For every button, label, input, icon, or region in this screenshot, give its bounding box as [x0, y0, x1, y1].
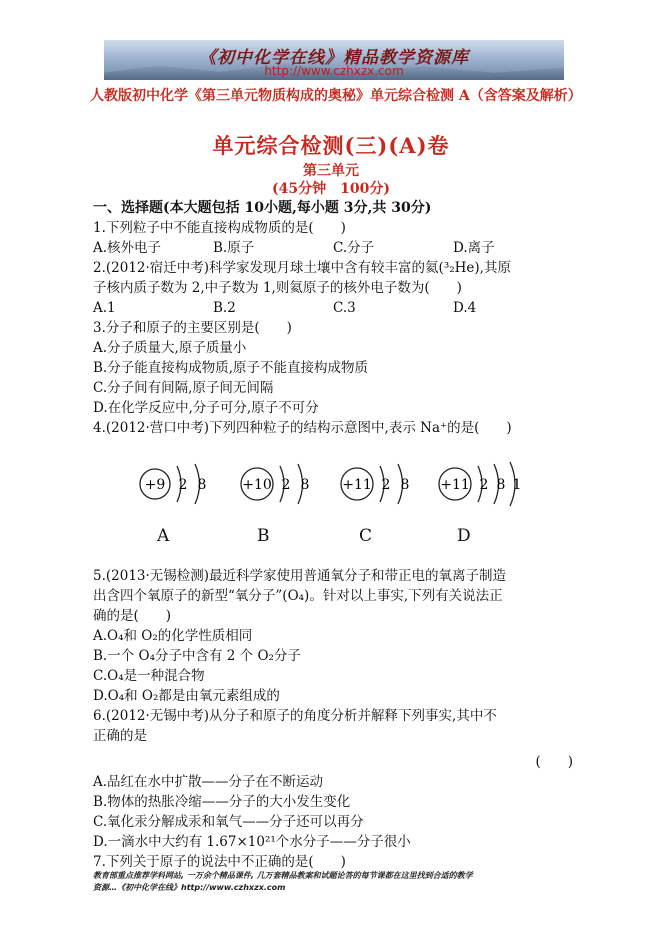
q6-option-d: D.一滴水中大约有 1.67×10²¹个水分子——分子很小: [93, 834, 411, 850]
q7-stem: 7.下列关于原子的说法中不正确的是( ): [93, 854, 346, 870]
q6-option-c: C.氧化汞分解成汞和氧气——分子还可以再分: [93, 814, 364, 830]
q5-option-c: C.O₄是一种混合物: [93, 668, 205, 684]
q3-option-b: B.分子能直接构成物质,原子不能直接构成物质: [93, 360, 369, 376]
nucleus-charge: +11: [440, 477, 470, 493]
page-footer: [93, 870, 583, 894]
shell-electrons: 8: [300, 477, 310, 493]
q1-options: [93, 238, 583, 258]
atom-diagram-a: [133, 444, 233, 564]
atom-diagram-d: [433, 444, 543, 564]
exam-title: 单元综合检测(三)(A)卷: [212, 133, 450, 158]
exam-content: [93, 198, 583, 872]
q1-stem: 1.下列粒子中不能直接构成物质的是( ): [93, 220, 346, 236]
q3-stem: 3.分子和原子的主要区别是( ): [93, 320, 292, 336]
atom-diagram-b: [233, 444, 333, 564]
shell-electrons: 8: [197, 477, 207, 493]
shell-electrons: 1: [512, 477, 522, 493]
shell-electrons: 2: [381, 477, 391, 493]
diagram-label: D: [457, 526, 471, 546]
q6-answer-paren: ( ): [535, 754, 573, 770]
diagram-label: B: [257, 526, 270, 546]
q1-option-c: C.分子: [333, 240, 375, 256]
shell-electrons: 2: [178, 477, 188, 493]
q6-option-a: A.品红在水中扩散——分子在不断运动: [93, 774, 324, 790]
q2-stem-line1: 2.(2012·宿迁中考)科学家发现月球土壤中含有较丰富的氦(³₂He),其原: [93, 260, 511, 276]
nucleus-charge: +10: [242, 477, 272, 493]
q1-option-d: D.离子: [453, 240, 495, 256]
footer-line1: 教育部重点推荐学科网站, 一万余个精品课件, 几万套精品教案和试题论答的每节课都在这里找到合适的教学: [93, 871, 473, 880]
q5-stem-line3: 确的是( ): [93, 608, 172, 624]
time-score: (45分钟 100分): [272, 181, 390, 197]
q2-stem-line2: 子核内质子数为 2,中子数为 1,则氦原子的核外电子数为( ): [93, 280, 462, 296]
q6-option-b: B.物体的热胀冷缩——分子的大小发生变化: [93, 794, 351, 810]
q2-option-a: A.1: [93, 300, 116, 316]
document-title: 人教版初中化学《第三单元物质构成的奥秘》单元综合检测 A（含答案及解析）: [90, 88, 582, 104]
q3-option-d: D.在化学反应中,分子可分,原子不可分: [93, 400, 319, 416]
shell-electrons: 2: [479, 477, 489, 493]
header-banner: [104, 40, 564, 80]
q2-option-b: B.2: [213, 300, 236, 316]
q2-option-d: D.4: [453, 300, 477, 316]
shell-electrons: 8: [496, 477, 506, 493]
q1-option-a: A.核外电子: [93, 240, 162, 256]
nucleus-charge: +9: [144, 477, 166, 493]
q6-stem-line2: 正确的是: [93, 728, 147, 744]
q6-stem-line1: 6.(2012·无锡中考)从分子和原子的角度分析并解释下列事实,其中不: [93, 708, 497, 724]
atom-diagram-c: [335, 444, 435, 564]
q5-stem-line1: 5.(2013·无锡检测)最近科学家使用普通氧分子和带正电的氧离子制造: [93, 568, 507, 584]
q3-option-a: A.分子质量大,原子质量小: [93, 340, 247, 356]
banner-title: 《初中化学在线》精品教学资源库: [199, 48, 469, 68]
q5-option-b: B.一个 O₄分子中含有 2 个 O₂分子: [93, 648, 301, 664]
q1-option-b: B.原子: [213, 240, 255, 256]
q2-option-c: C.3: [333, 300, 356, 316]
nucleus-charge: +11: [342, 477, 372, 493]
section-heading: 一、选择题(本大题包括 10小题,每小题 3分,共 30分): [93, 200, 432, 216]
q4-structure-diagrams: [93, 438, 583, 566]
banner-url[interactable]: http://www.czhxzx.com: [264, 64, 404, 78]
q5-option-d: D.O₄和 O₂都是由氧元素组成的: [93, 688, 280, 704]
shell-electrons: 2: [281, 477, 291, 493]
q4-stem: 4.(2012·营口中考)下列四种粒子的结构示意图中,表示 Na⁺的是( ): [93, 420, 512, 436]
unit-label: 第三单元: [303, 163, 359, 179]
q5-stem-line2: 出含四个氧原子的新型“氧分子”(O₄)。针对以上事实,下列有关说法正: [93, 588, 503, 604]
diagram-label: A: [157, 526, 170, 546]
q3-option-c: C.分子间有间隔,原子间无间隔: [93, 380, 274, 396]
q2-options: [93, 298, 583, 318]
q5-option-a: A.O₄和 O₂的化学性质相同: [93, 628, 253, 644]
shell-electrons: 8: [400, 477, 410, 493]
diagram-label: C: [359, 526, 373, 546]
footer-line2: 资源…《初中化学在线》http://www.czhxzx.com: [93, 883, 286, 892]
